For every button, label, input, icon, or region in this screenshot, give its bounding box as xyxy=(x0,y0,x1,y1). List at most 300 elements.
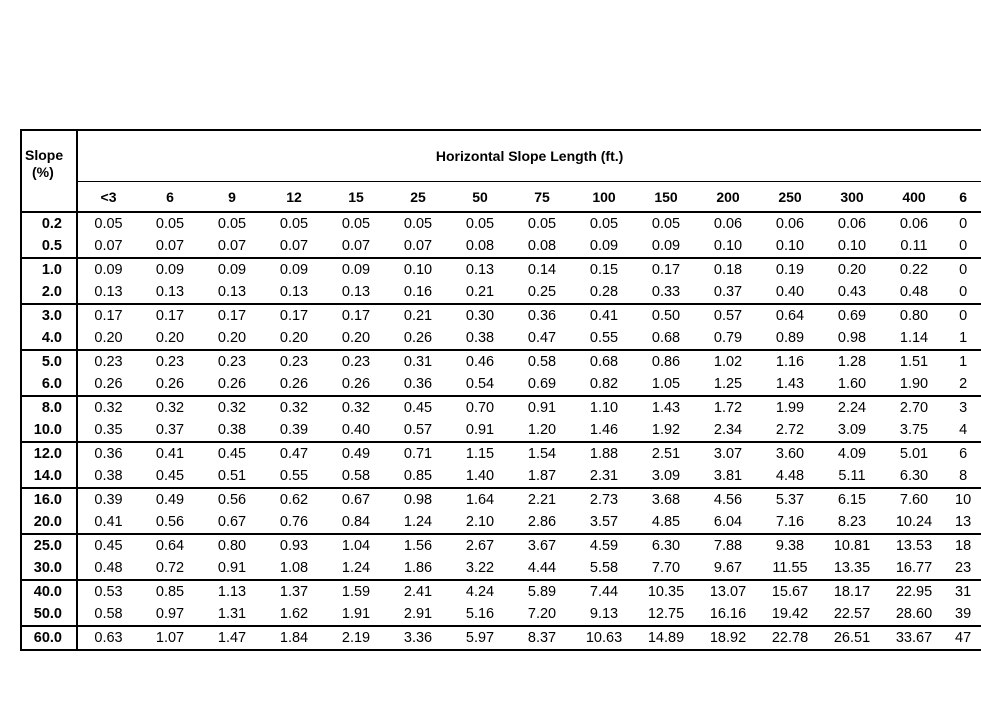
column-header: 200 xyxy=(697,182,759,213)
table-cell: 1.43 xyxy=(775,376,805,392)
table-cell: 0.89 xyxy=(775,330,805,346)
table-row xyxy=(21,419,981,442)
table-cell: 6.30 xyxy=(899,468,929,484)
table-cell: 0.10 xyxy=(837,238,867,254)
table-cell: 0.32 xyxy=(201,396,263,419)
table-cell: 0.43 xyxy=(837,284,867,300)
table-cell: 0.84 xyxy=(341,514,371,530)
table-cell: 0.68 xyxy=(651,330,681,346)
table-cell: 18 xyxy=(945,534,981,557)
table-cell: 0.23 xyxy=(201,350,263,373)
table-cell: 0.85 xyxy=(139,580,201,603)
table-cell: 0.16 xyxy=(403,284,433,300)
table-cell: 0.47 xyxy=(527,330,557,346)
table-cell: 0.26 xyxy=(217,376,247,392)
table-cell: 0.07 xyxy=(279,238,309,254)
table-cell: 0.32 xyxy=(325,396,387,419)
column-header: 9 xyxy=(201,182,263,213)
table-cell: 0.17 xyxy=(139,304,201,327)
table-row xyxy=(21,557,981,580)
table-cell: 1.13 xyxy=(201,580,263,603)
table-cell: 2.70 xyxy=(883,396,945,419)
table-cell: 0.82 xyxy=(589,376,619,392)
table-cell: 1.15 xyxy=(449,442,511,465)
table-cell: 0.10 xyxy=(713,238,743,254)
table-cell: 0.19 xyxy=(759,258,821,281)
table-body xyxy=(21,212,981,650)
table-cell: 0.53 xyxy=(77,580,139,603)
table-cell: 0.06 xyxy=(759,212,821,235)
table-cell: 0.07 xyxy=(155,238,185,254)
table-cell: 0.17 xyxy=(635,258,697,281)
table-cell: 1.28 xyxy=(821,350,883,373)
table-cell: 1.25 xyxy=(713,376,743,392)
table-cell: 0.26 xyxy=(279,376,309,392)
table-cell: 0.56 xyxy=(201,488,263,511)
table-cell: 1.51 xyxy=(883,350,945,373)
slope-value: 3.0 xyxy=(21,304,77,327)
table-cell: 2.21 xyxy=(511,488,573,511)
table-cell: 0.55 xyxy=(279,468,309,484)
table-cell: 8.37 xyxy=(511,626,573,650)
table-cell: 0.41 xyxy=(139,442,201,465)
table-cell: 6.15 xyxy=(821,488,883,511)
table-cell: 0.67 xyxy=(325,488,387,511)
table-cell: 0 xyxy=(945,212,981,235)
table-cell: 1.08 xyxy=(279,560,309,576)
table-cell: 0.05 xyxy=(263,212,325,235)
table-cell: 0.09 xyxy=(651,238,681,254)
table-cell: 0.49 xyxy=(139,488,201,511)
table-cell: 5.01 xyxy=(883,442,945,465)
table-cell: 2.24 xyxy=(821,396,883,419)
table-cell: 4.24 xyxy=(449,580,511,603)
table-cell: 1.07 xyxy=(139,626,201,650)
table-cell: 2.73 xyxy=(573,488,635,511)
table-cell: 0.26 xyxy=(341,376,371,392)
table-cell: 0.26 xyxy=(403,330,433,346)
slope-value: 4.0 xyxy=(21,327,77,350)
table-cell: 0.05 xyxy=(77,212,139,235)
table-cell: 0.09 xyxy=(263,258,325,281)
table-row xyxy=(21,327,981,350)
table-cell: 0.11 xyxy=(900,238,928,254)
table-cell: 0.07 xyxy=(217,238,247,254)
slope-value: 16.0 xyxy=(21,488,77,511)
table-cell: 1.90 xyxy=(899,376,929,392)
table-cell: 0.13 xyxy=(449,258,511,281)
table-row xyxy=(21,281,981,304)
table-cell: 1.64 xyxy=(449,488,511,511)
table-cell: 3.68 xyxy=(635,488,697,511)
table-cell: 3.22 xyxy=(465,560,495,576)
table-cell: 3.81 xyxy=(713,468,743,484)
column-header: 6 xyxy=(945,182,981,213)
table-cell: 0.32 xyxy=(139,396,201,419)
slope-value: 14.0 xyxy=(21,465,77,488)
table-cell: 0 xyxy=(959,238,968,254)
table-cell: 3.75 xyxy=(899,422,929,438)
table-cell: 0.05 xyxy=(635,212,697,235)
table-cell: 1.54 xyxy=(511,442,573,465)
table-cell: 0.23 xyxy=(263,350,325,373)
table-cell: 0.10 xyxy=(775,238,805,254)
table-cell: 1 xyxy=(959,330,968,346)
table-cell: 0.07 xyxy=(341,238,371,254)
table-cell: 2 xyxy=(959,376,968,392)
table-cell: 0.06 xyxy=(821,212,883,235)
table-cell: 5.11 xyxy=(838,468,866,484)
table-cell: 0.45 xyxy=(77,534,139,557)
table-cell: 5.16 xyxy=(465,606,495,622)
table-cell: 1.14 xyxy=(899,330,929,346)
table-cell: 11.55 xyxy=(772,560,808,576)
table-cell: 0 xyxy=(945,258,981,281)
column-header-row xyxy=(21,182,981,213)
table-cell: 0.07 xyxy=(94,238,123,254)
table-cell: 1.10 xyxy=(573,396,635,419)
table-cell: 14.89 xyxy=(635,626,697,650)
table-cell: 0.45 xyxy=(387,396,449,419)
slope-value: 2.0 xyxy=(21,281,77,304)
table-cell: 0.08 xyxy=(527,238,557,254)
table-cell: 47 xyxy=(945,626,981,650)
table-cell: 0.91 xyxy=(217,560,247,576)
table-cell: 0.45 xyxy=(155,468,185,484)
table-cell: 0.14 xyxy=(511,258,573,281)
table-cell: 1.92 xyxy=(651,422,681,438)
table-cell: 1.02 xyxy=(697,350,759,373)
table-cell: 0.20 xyxy=(155,330,185,346)
table-cell: 0.57 xyxy=(403,422,433,438)
table-cell: 0.86 xyxy=(635,350,697,373)
table-cell: 3.09 xyxy=(837,422,867,438)
table-row xyxy=(21,511,981,534)
table-cell: 8.23 xyxy=(837,514,867,530)
slope-value: 0.2 xyxy=(21,212,77,235)
table-cell: 3.36 xyxy=(387,626,449,650)
slope-column-header xyxy=(21,130,77,212)
table-cell: 0.79 xyxy=(713,330,743,346)
table-cell: 0.46 xyxy=(449,350,511,373)
table-cell: 0.05 xyxy=(201,212,263,235)
table-cell: 1.56 xyxy=(387,534,449,557)
table-cell: 0.64 xyxy=(139,534,201,557)
table-cell: 0.18 xyxy=(697,258,759,281)
table-cell: 0.50 xyxy=(635,304,697,327)
table-cell: 2.19 xyxy=(325,626,387,650)
table-cell: 0.37 xyxy=(155,422,185,438)
table-cell: 3.09 xyxy=(651,468,681,484)
table-cell: 0.23 xyxy=(139,350,201,373)
table-cell: 13.07 xyxy=(697,580,759,603)
table-cell: 0.22 xyxy=(883,258,945,281)
slope-value: 30.0 xyxy=(21,557,77,580)
table-cell: 0.05 xyxy=(325,212,387,235)
table-cell: 5.97 xyxy=(449,626,511,650)
table-cell: 0.47 xyxy=(263,442,325,465)
table-cell: 33.67 xyxy=(883,626,945,650)
table-cell: 0.33 xyxy=(651,284,681,300)
slope-value: 20.0 xyxy=(21,511,77,534)
table-row xyxy=(21,212,981,235)
table-cell: 0.76 xyxy=(279,514,309,530)
table-cell: 13 xyxy=(955,514,972,530)
table-row xyxy=(21,235,981,258)
table-row xyxy=(21,465,981,488)
table-cell: 4.09 xyxy=(821,442,883,465)
table-cell: 4.44 xyxy=(527,560,557,576)
table-cell: 26.51 xyxy=(821,626,883,650)
table-cell: 6.30 xyxy=(635,534,697,557)
table-cell: 0.55 xyxy=(589,330,619,346)
table-row xyxy=(21,626,981,650)
slope-header-line2: (%) xyxy=(32,164,54,180)
table-cell: 0.57 xyxy=(697,304,759,327)
table-row xyxy=(21,534,981,557)
table-cell: 10 xyxy=(945,488,981,511)
table-cell: 0.69 xyxy=(527,376,557,392)
column-header: 15 xyxy=(325,182,387,213)
table-cell: 4 xyxy=(959,422,968,438)
table-cell: 0.58 xyxy=(94,606,123,622)
table-cell: 9.13 xyxy=(589,606,619,622)
table-cell: 0.58 xyxy=(341,468,371,484)
table-cell: 0.07 xyxy=(403,238,433,254)
table-cell: 0.80 xyxy=(201,534,263,557)
table-cell: 0.67 xyxy=(217,514,247,530)
table-cell: 5.58 xyxy=(589,560,619,576)
slope-value: 12.0 xyxy=(21,442,77,465)
table-cell: 1.04 xyxy=(325,534,387,557)
slope-value: 0.5 xyxy=(21,235,77,258)
table-cell: 1.16 xyxy=(759,350,821,373)
table-cell: 4.56 xyxy=(697,488,759,511)
slope-value: 25.0 xyxy=(21,534,77,557)
table-cell: 0.15 xyxy=(573,258,635,281)
table-cell: 0.31 xyxy=(387,350,449,373)
table-cell: 2.41 xyxy=(387,580,449,603)
table-cell: 0.09 xyxy=(325,258,387,281)
table-cell: 0.48 xyxy=(899,284,929,300)
table-cell: 0.91 xyxy=(511,396,573,419)
table-cell: 0.09 xyxy=(139,258,201,281)
table-cell: 0.45 xyxy=(201,442,263,465)
table-cell: 0.20 xyxy=(217,330,247,346)
table-cell: 1.86 xyxy=(403,560,433,576)
table-cell: 0.13 xyxy=(217,284,247,300)
table-cell: 0.36 xyxy=(77,442,139,465)
slope-value: 10.0 xyxy=(21,419,77,442)
table-cell: 0.17 xyxy=(77,304,139,327)
table-cell: 2.86 xyxy=(527,514,557,530)
table-cell: 2.67 xyxy=(449,534,511,557)
table-cell: 16.77 xyxy=(895,560,933,576)
table-cell: 10.63 xyxy=(573,626,635,650)
table-cell: 1.84 xyxy=(263,626,325,650)
table-cell: 0.05 xyxy=(573,212,635,235)
table-cell: 1 xyxy=(945,350,981,373)
table-cell: 7.60 xyxy=(883,488,945,511)
table-cell: 0.06 xyxy=(697,212,759,235)
table-cell: 0.80 xyxy=(883,304,945,327)
table-cell: 22.57 xyxy=(833,606,871,622)
column-header: 50 xyxy=(449,182,511,213)
table-cell: 9.38 xyxy=(759,534,821,557)
table-cell: 1.59 xyxy=(325,580,387,603)
table-cell: 31 xyxy=(945,580,981,603)
table-cell: 1.72 xyxy=(697,396,759,419)
table-cell: 1.91 xyxy=(341,606,371,622)
table-cell: 1.62 xyxy=(279,606,309,622)
table-cell: 0.08 xyxy=(465,238,495,254)
column-header: 6 xyxy=(139,182,201,213)
table-cell: 1.99 xyxy=(759,396,821,419)
table-row xyxy=(21,396,981,419)
column-header: 25 xyxy=(387,182,449,213)
table-cell: 0.26 xyxy=(94,376,123,392)
slope-value: 40.0 xyxy=(21,580,77,603)
table-cell: 0.91 xyxy=(465,422,495,438)
table-cell: 19.42 xyxy=(771,606,809,622)
table-cell: 2.31 xyxy=(589,468,619,484)
table-row xyxy=(21,373,981,396)
table-cell: 0.40 xyxy=(775,284,805,300)
table-row xyxy=(21,442,981,465)
table-cell: 22.78 xyxy=(759,626,821,650)
table-cell: 0.17 xyxy=(263,304,325,327)
column-header: 75 xyxy=(511,182,573,213)
table-row xyxy=(21,488,981,511)
slope-value: 60.0 xyxy=(21,626,77,650)
table-cell: 2.91 xyxy=(403,606,433,622)
table-cell: 0.48 xyxy=(94,560,123,576)
table-cell: 16.16 xyxy=(709,606,747,622)
table-cell: 0.13 xyxy=(155,284,185,300)
table-cell: 4.59 xyxy=(573,534,635,557)
table-cell: 5.89 xyxy=(511,580,573,603)
table-cell: 7.88 xyxy=(697,534,759,557)
table-cell: 0 xyxy=(959,284,968,300)
table-cell: 23 xyxy=(955,560,972,576)
table-cell: 0.36 xyxy=(403,376,433,392)
table-cell: 0.41 xyxy=(573,304,635,327)
column-header: 150 xyxy=(635,182,697,213)
table-row xyxy=(21,258,981,281)
table-cell: 0.69 xyxy=(821,304,883,327)
table-cell: 0.98 xyxy=(837,330,867,346)
table-cell: 0.21 xyxy=(387,304,449,327)
table-cell: 0 xyxy=(945,304,981,327)
table-cell: 0.20 xyxy=(279,330,309,346)
table-cell: 0.71 xyxy=(387,442,449,465)
table-cell: 0.85 xyxy=(403,468,433,484)
table-cell: 15.67 xyxy=(759,580,821,603)
table-cell: 28.60 xyxy=(895,606,933,622)
table-cell: 4.85 xyxy=(651,514,681,530)
table-cell: 39 xyxy=(955,606,972,622)
table-cell: 2.10 xyxy=(465,514,495,530)
table-cell: 0.23 xyxy=(77,350,139,373)
table-cell: 0.70 xyxy=(449,396,511,419)
table-cell: 0.13 xyxy=(94,284,123,300)
table-cell: 22.95 xyxy=(883,580,945,603)
table-cell: 0.05 xyxy=(511,212,573,235)
table-cell: 3 xyxy=(945,396,981,419)
column-header: 100 xyxy=(573,182,635,213)
table-cell: 3.07 xyxy=(697,442,759,465)
table-cell: 0.40 xyxy=(341,422,371,438)
table-cell: 1.87 xyxy=(527,468,557,484)
table-cell: 4.48 xyxy=(775,468,805,484)
slope-value: 8.0 xyxy=(21,396,77,419)
table-cell: 0.93 xyxy=(263,534,325,557)
table-cell: 3.57 xyxy=(589,514,619,530)
table-cell: 2.72 xyxy=(775,422,805,438)
table-cell: 0.17 xyxy=(325,304,387,327)
table-cell: 0.51 xyxy=(217,468,247,484)
table-cell: 1.31 xyxy=(217,606,247,622)
table-cell: 0.56 xyxy=(155,514,185,530)
table-cell: 8 xyxy=(959,468,968,484)
table-cell: 1.60 xyxy=(837,376,867,392)
column-header: 300 xyxy=(821,182,883,213)
table-row xyxy=(21,580,981,603)
table-cell: 0.39 xyxy=(279,422,309,438)
table-cell: 0.32 xyxy=(263,396,325,419)
table-cell: 1.46 xyxy=(589,422,619,438)
table-cell: 0.13 xyxy=(341,284,371,300)
table-cell: 5.37 xyxy=(759,488,821,511)
table-cell: 0.35 xyxy=(94,422,123,438)
table-cell: 3.67 xyxy=(511,534,573,557)
table-cell: 1.20 xyxy=(527,422,557,438)
table-cell: 1.47 xyxy=(201,626,263,650)
table-cell: 0.38 xyxy=(94,468,123,484)
table-cell: 0.49 xyxy=(325,442,387,465)
table-row xyxy=(21,603,981,626)
table-cell: 0.06 xyxy=(883,212,945,235)
table-cell: 0.63 xyxy=(77,626,139,650)
table-cell: 0.38 xyxy=(465,330,495,346)
table-cell: 0.05 xyxy=(139,212,201,235)
table-cell: 0.64 xyxy=(759,304,821,327)
table-cell: 1.05 xyxy=(651,376,681,392)
table-cell: 1.24 xyxy=(403,514,433,530)
table-cell: 12.75 xyxy=(647,606,685,622)
table-cell: 0.26 xyxy=(155,376,185,392)
table-cell: 0.09 xyxy=(201,258,263,281)
table-cell: 10.24 xyxy=(895,514,933,530)
slope-length-factor-table xyxy=(20,129,981,651)
table-cell: 0.13 xyxy=(279,284,309,300)
table-cell: 3.60 xyxy=(759,442,821,465)
slope-value: 6.0 xyxy=(21,373,77,396)
table-cell: 9.67 xyxy=(713,560,743,576)
table-cell: 10.81 xyxy=(821,534,883,557)
table-cell: 1.37 xyxy=(263,580,325,603)
table-cell: 0.10 xyxy=(387,258,449,281)
table-cell: 0.58 xyxy=(511,350,573,373)
table-cell: 10.35 xyxy=(635,580,697,603)
length-header: Horizontal Slope Length (ft.) xyxy=(435,148,624,164)
table-cell: 0.20 xyxy=(94,330,123,346)
slope-value: 1.0 xyxy=(21,258,77,281)
column-header: 400 xyxy=(883,182,945,213)
table-cell: 0.30 xyxy=(449,304,511,327)
table-cell: 1.88 xyxy=(573,442,635,465)
table-cell: 0.20 xyxy=(341,330,371,346)
